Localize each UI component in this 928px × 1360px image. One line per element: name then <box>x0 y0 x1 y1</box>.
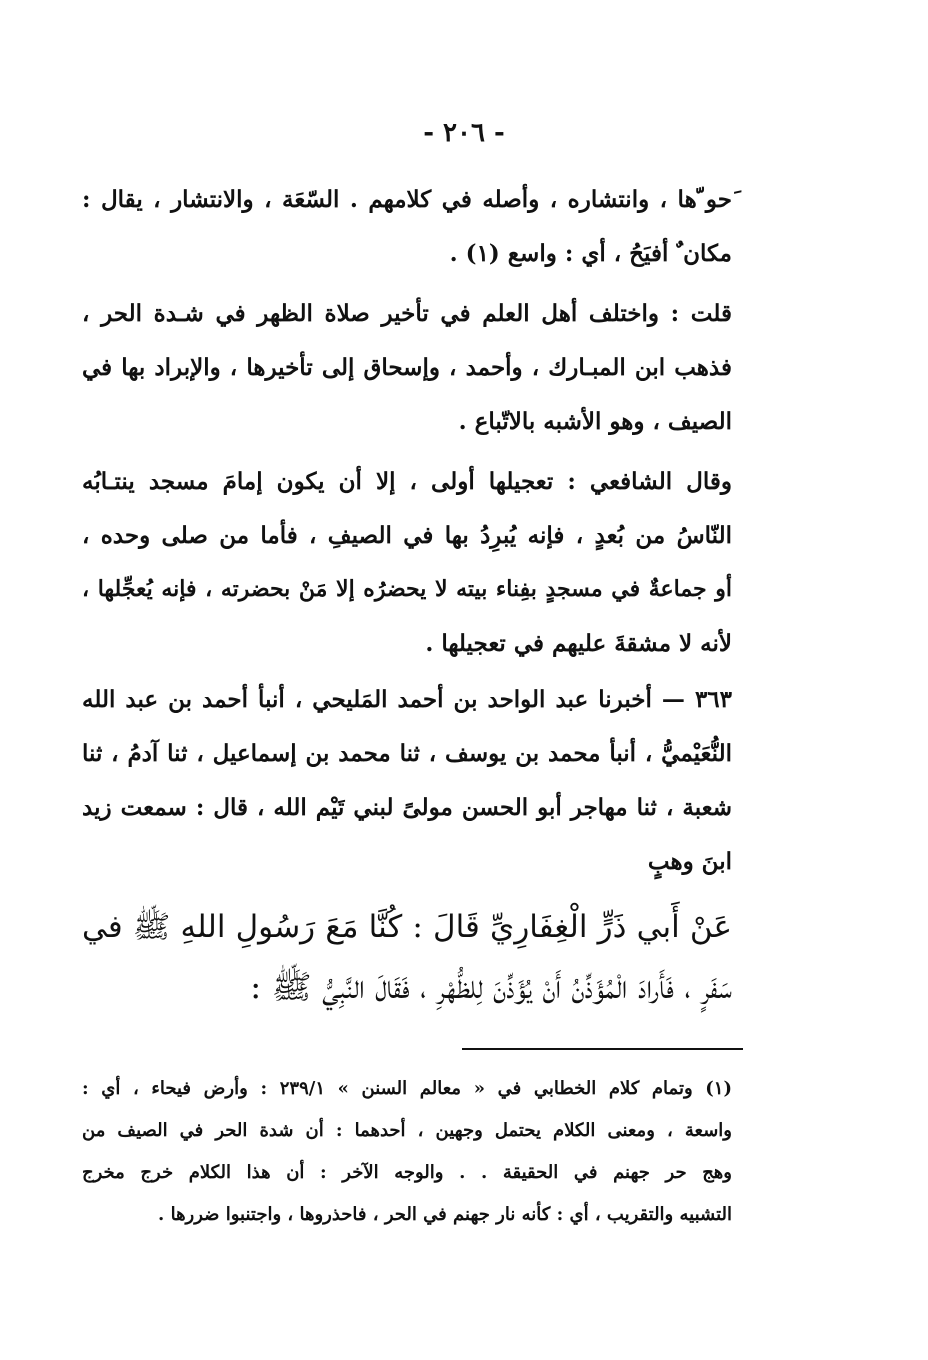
paragraph-4 <box>82 688 732 904</box>
paragraph-line: الصيف ، وهو الأشبه بالاتّباع . <box>458 408 732 435</box>
paragraph-line: شعبة ، ثنا مهاجر أبو الحسن مولىً لبني تَيْم الله ، قال : سمعت زيد <box>82 794 732 821</box>
paragraph-line: مكان ٌ أفيَحُ ، أي : واسع (١) . <box>449 240 732 267</box>
paragraph-2 <box>82 302 732 464</box>
footnote-line: وهج حر جهنم في الحقيقة . . والوجه الآخر : أن هذا الكلام خرج مخرج <box>82 1162 732 1183</box>
footnote-line: (١) وتمام كلام الخطابي في « معالم السنن » ٢٣٩/١ : وأرض فيحاء ، أي : <box>82 1078 732 1099</box>
paragraph-line: النُّعَيْميُّ ، أنبأ محمد بن يوسف ، ثنا محمد بن إسماعيل ، ثنا آدمُ ، ثنا <box>82 740 732 767</box>
hadith-text <box>82 909 732 1028</box>
page-number: - ٢٠٦ - <box>423 118 505 148</box>
paragraph-line: فذهب ابن المبـارك ، وأحمد ، وإسحاق إلى تأخيرها ، والإبراد بها في <box>82 354 732 381</box>
footnotes <box>82 1080 732 1248</box>
paragraph-line: أو جماعةٌ في مسجدٍ بفِناء بيته لا يحضرُه إلا مَنْ بحضرته ، فإنه يُعجِّلها ، <box>82 576 732 602</box>
paragraph-3 <box>82 470 732 686</box>
paragraph-line: ابنَ وهبٍ <box>647 848 732 875</box>
paragraph-1 <box>82 188 732 296</box>
paragraph-line: ٣٦٣ — أخبرنا عبد الواحد بن أحمد المَليحي ، أنبأ أحمد بن عبد الله <box>82 686 732 713</box>
paragraph-line: قلت : واختلف أهل العلم في تأخير صلاة الظهر في شـدة الحر ، <box>82 300 732 327</box>
hadith-line: عَنْ أَبي ذَرٍّ الْغِفَارِيِّ قَالَ : كُنَّا مَعَ رَسُولِ اللهِ ﷺ في <box>82 909 732 945</box>
hadith-line: سَفَرٍ ، فَأَرادَ الْمُؤَذِّنُ أَنْ يُؤَذِّنَ لِلظُّهْرِ ، فَقَالَ النَّبِيُّ ﷺ : <box>250 967 732 1006</box>
paragraph-line: َحو ّها ، وانتشاره ، وأصله في كلامهم . السّعَة ، والانتشار ، يقال : <box>82 186 732 213</box>
footnote-line: واسعة ، ومعنى الكلام يحتمل وجهين ، أحدهما : أن شدة الحر في الصيف من <box>82 1120 732 1141</box>
footnote-separator <box>462 1048 743 1050</box>
paragraph-line: وقال الشافعي : تعجيلها أولى ، إلا أن يكون إمامَ مسجد ينتـابُه <box>82 468 732 495</box>
footnote-line: التشبيه والتقريب ، أي : كأنه نار جهنم في الحر ، فاحذروها ، واجتنبوا ضررها . <box>158 1204 732 1225</box>
paragraph-line: لأنه لا مشقةَ عليهم في تعجيلها . <box>425 630 732 657</box>
paragraph-line: النّاسُ من بُعدٍ ، فإنه يُبرِدُ بها في الصيفِ ، فأما من صلى وحده ، <box>82 522 732 549</box>
